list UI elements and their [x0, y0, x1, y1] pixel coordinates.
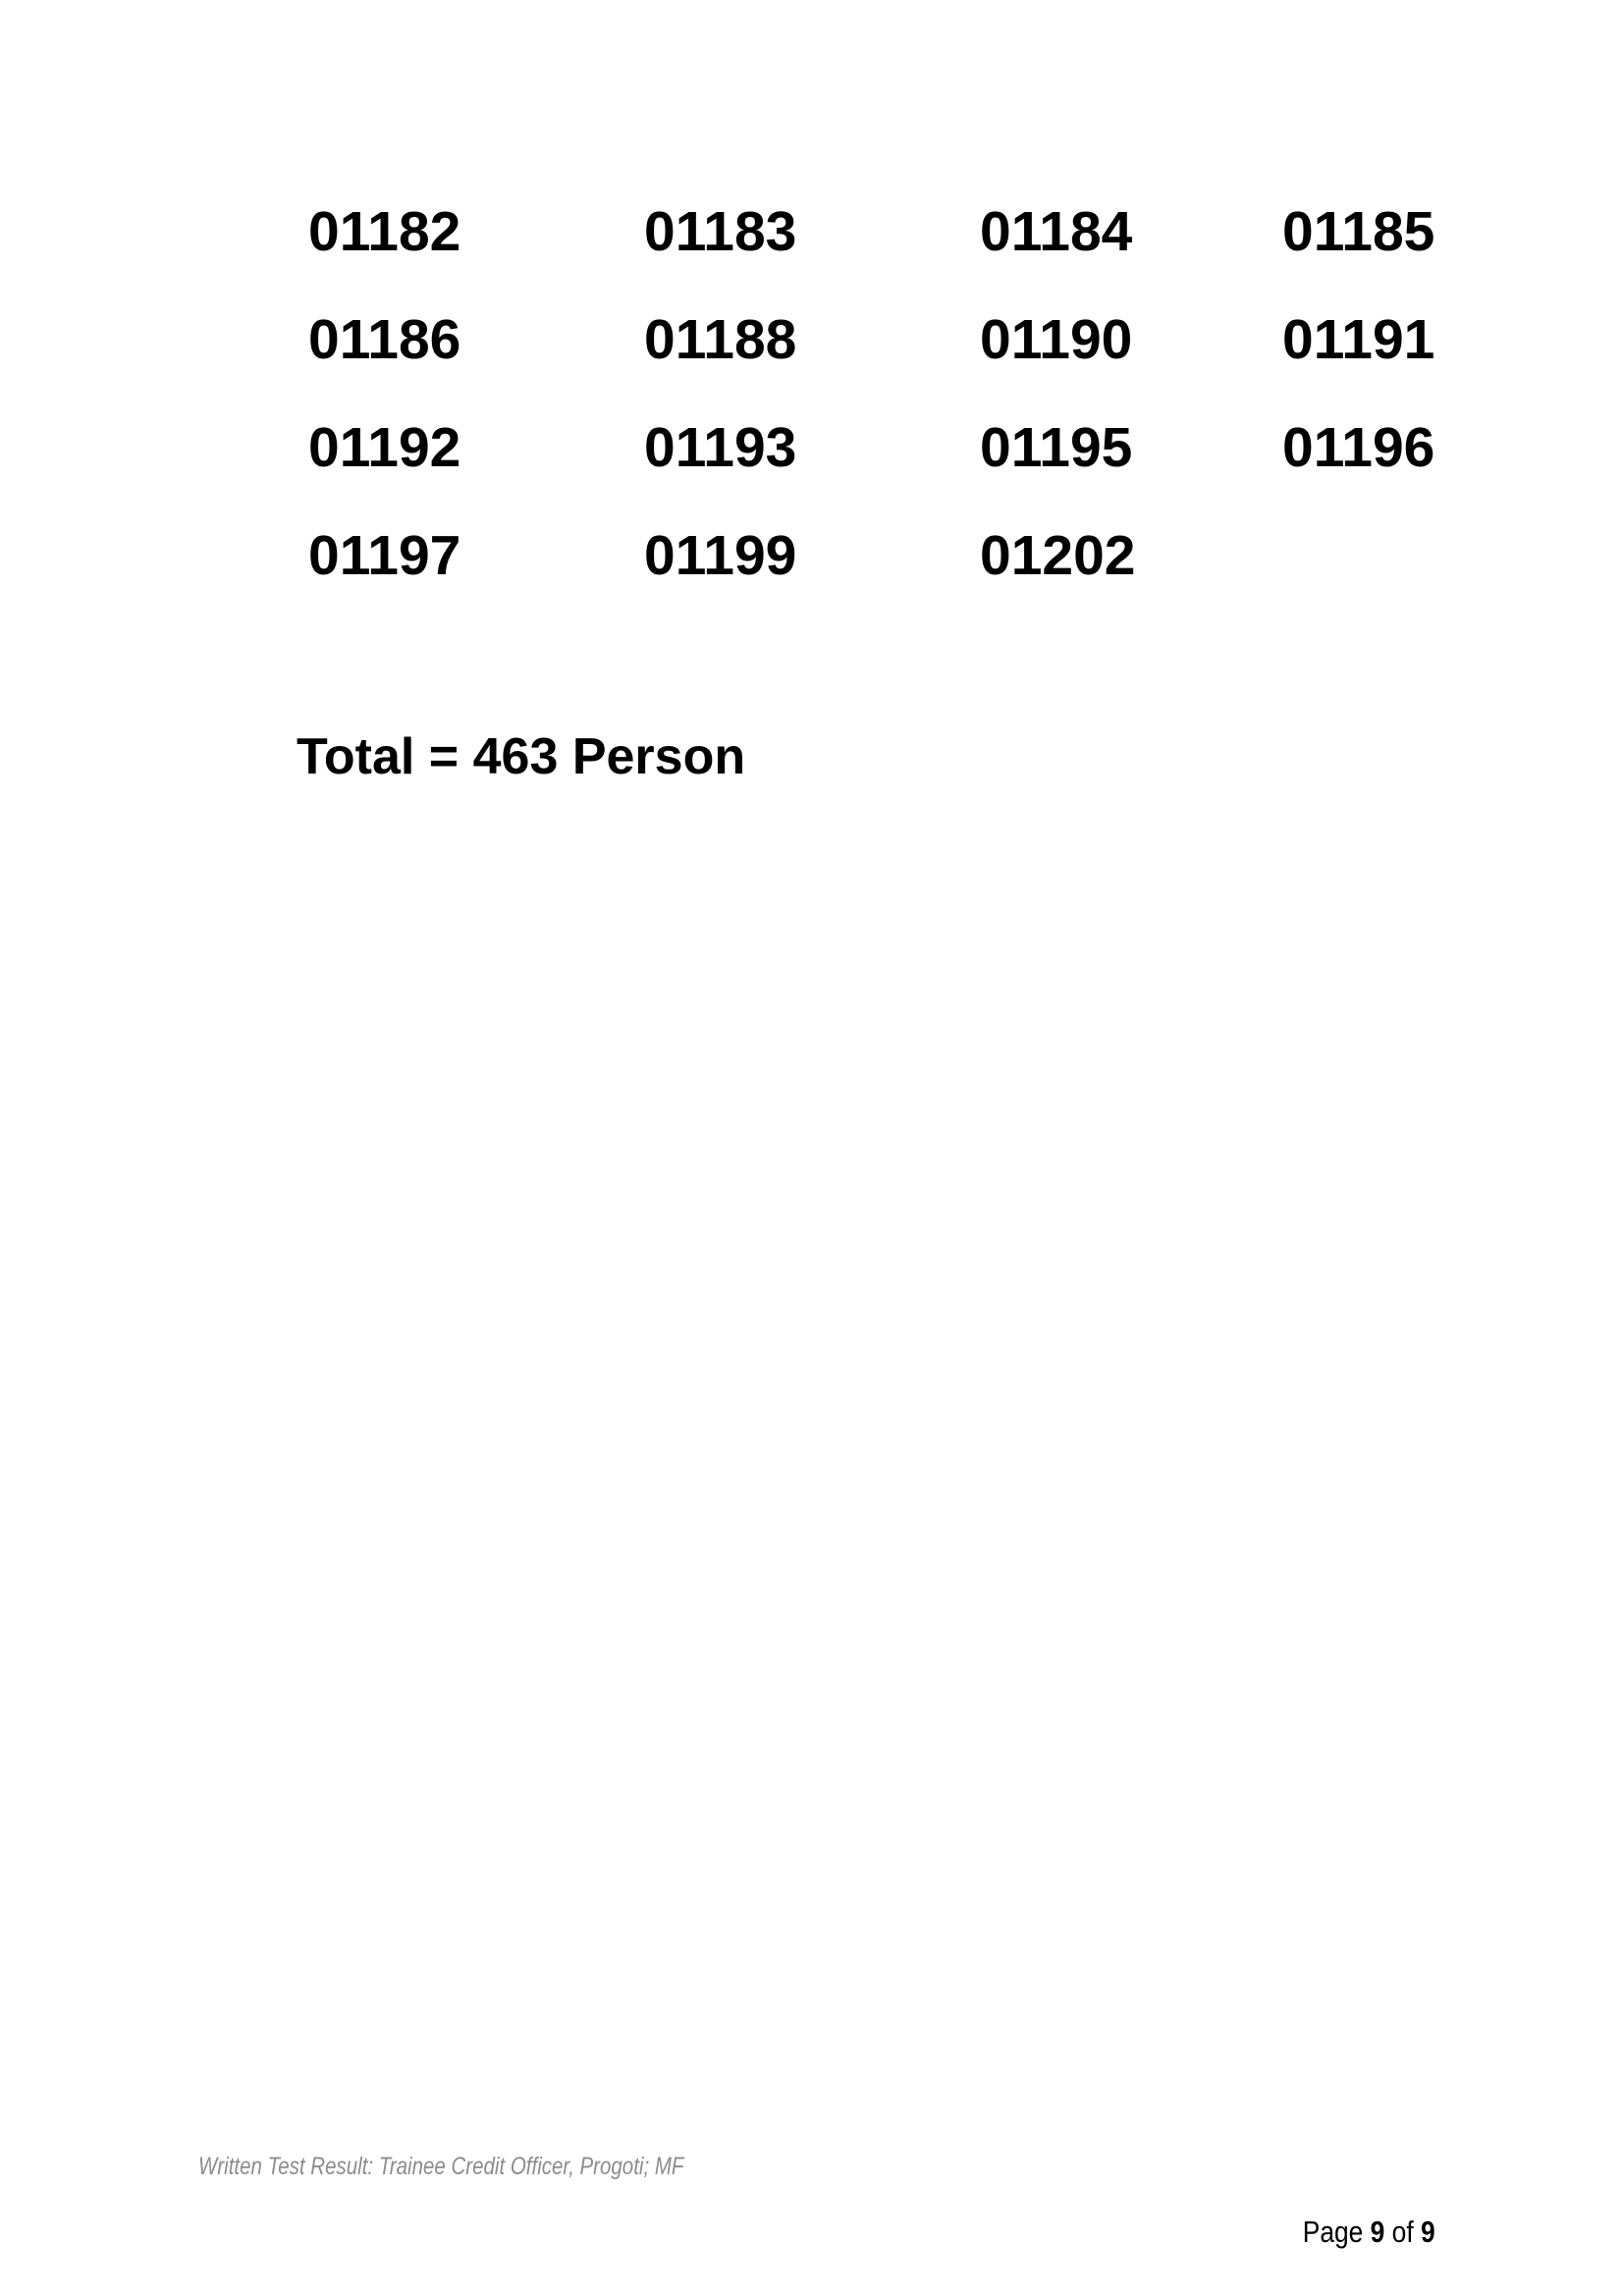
roll-number-grid [0, 0, 1623, 687]
page-number-prefix: Page [1303, 2215, 1364, 2249]
page-number [1303, 2215, 1435, 2250]
roll-number: 01190 [980, 308, 1133, 371]
roll-number: 01191 [1282, 308, 1435, 371]
roll-number: 01195 [980, 416, 1133, 479]
page-number-of: of [1392, 2215, 1415, 2249]
roll-number: 01184 [980, 200, 1133, 263]
roll-number: 01196 [1282, 416, 1435, 479]
roll-number: 01188 [644, 308, 797, 371]
roll-number: 01199 [644, 524, 797, 587]
roll-number: 01202 [980, 524, 1136, 587]
roll-number: 01193 [644, 416, 797, 479]
roll-number: 01183 [644, 200, 797, 263]
roll-number: 01186 [308, 308, 461, 371]
page-number-current: 9 [1371, 2215, 1385, 2249]
roll-number: 01192 [308, 416, 461, 479]
footer-caption: Written Test Result: Trainee Credit Officer, Progoti; MF [198, 2153, 684, 2180]
roll-number: 01185 [1282, 200, 1435, 263]
page-number-total: 9 [1421, 2215, 1435, 2249]
roll-number: 01182 [308, 200, 461, 263]
roll-number: 01197 [308, 524, 461, 587]
total-count: Total = 463 Person [297, 728, 746, 785]
